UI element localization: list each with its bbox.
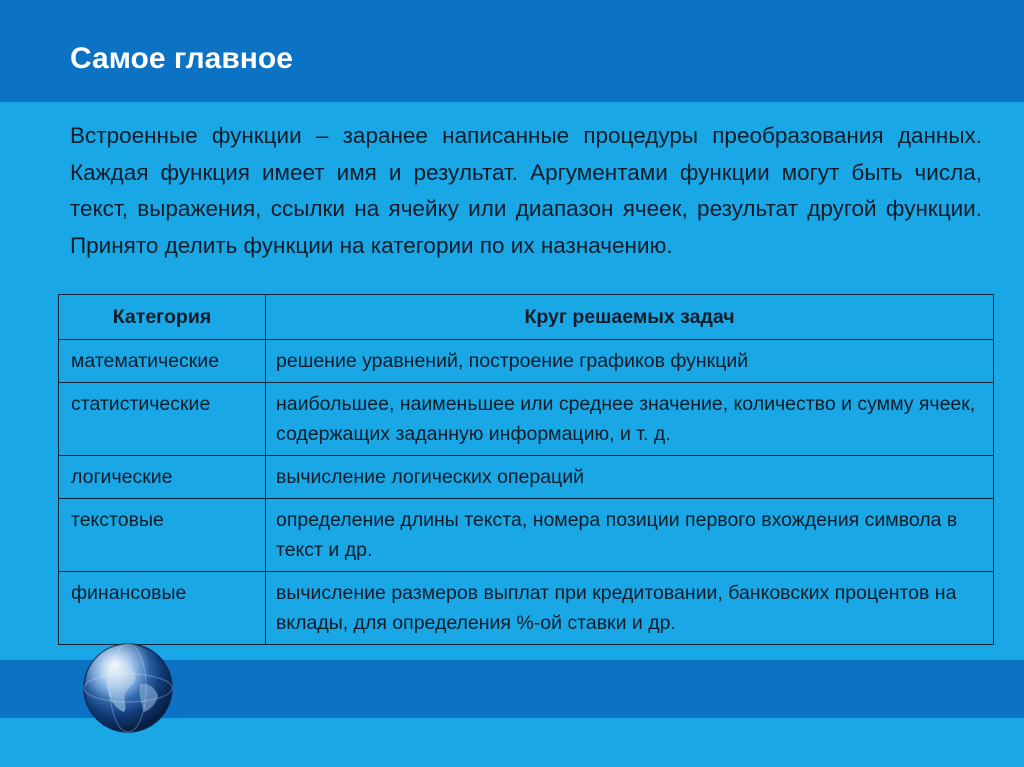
table-row <box>59 499 994 572</box>
category-cell: финансовые <box>59 572 266 645</box>
category-cell: текстовые <box>59 499 266 572</box>
function-categories-table <box>58 294 994 645</box>
globe-icon <box>80 640 176 736</box>
intro-paragraph: Встроенные функции – заранее написанные процедуры преобразования данных. Каждая функция имеет имя и результат. Аргументами функции могут быть числа, текст, выражения, ссылки на ячейку или диапазон ячеек, результат другой функции. Принято делить функции на категории по их назначению. <box>70 123 982 258</box>
tasks-cell: вычисление логических операций <box>266 456 994 499</box>
slide-title: Самое главное <box>70 42 293 75</box>
column-header-category: Категория <box>59 295 266 340</box>
category-cell: математические <box>59 340 266 383</box>
category-cell: статистические <box>59 383 266 456</box>
tasks-cell: решение уравнений, построение графиков функций <box>266 340 994 383</box>
table-row <box>59 383 994 456</box>
column-header-tasks: Круг решаемых задач <box>266 295 994 340</box>
tasks-cell: наибольшее, наименьшее или среднее значение, количество и сумму ячеек, содержащих заданную информацию, и т. д. <box>266 383 994 456</box>
tasks-cell: вычисление размеров выплат при кредитовании, банковских процентов на вклады, для определения %-ой ставки и др. <box>266 572 994 645</box>
table-row <box>59 340 994 383</box>
tasks-cell: определение длины текста, номера позиции первого вхождения символа в текст и др. <box>266 499 994 572</box>
table-row <box>59 572 994 645</box>
table-row <box>59 456 994 499</box>
category-cell: логические <box>59 456 266 499</box>
table-header-row <box>59 295 994 340</box>
